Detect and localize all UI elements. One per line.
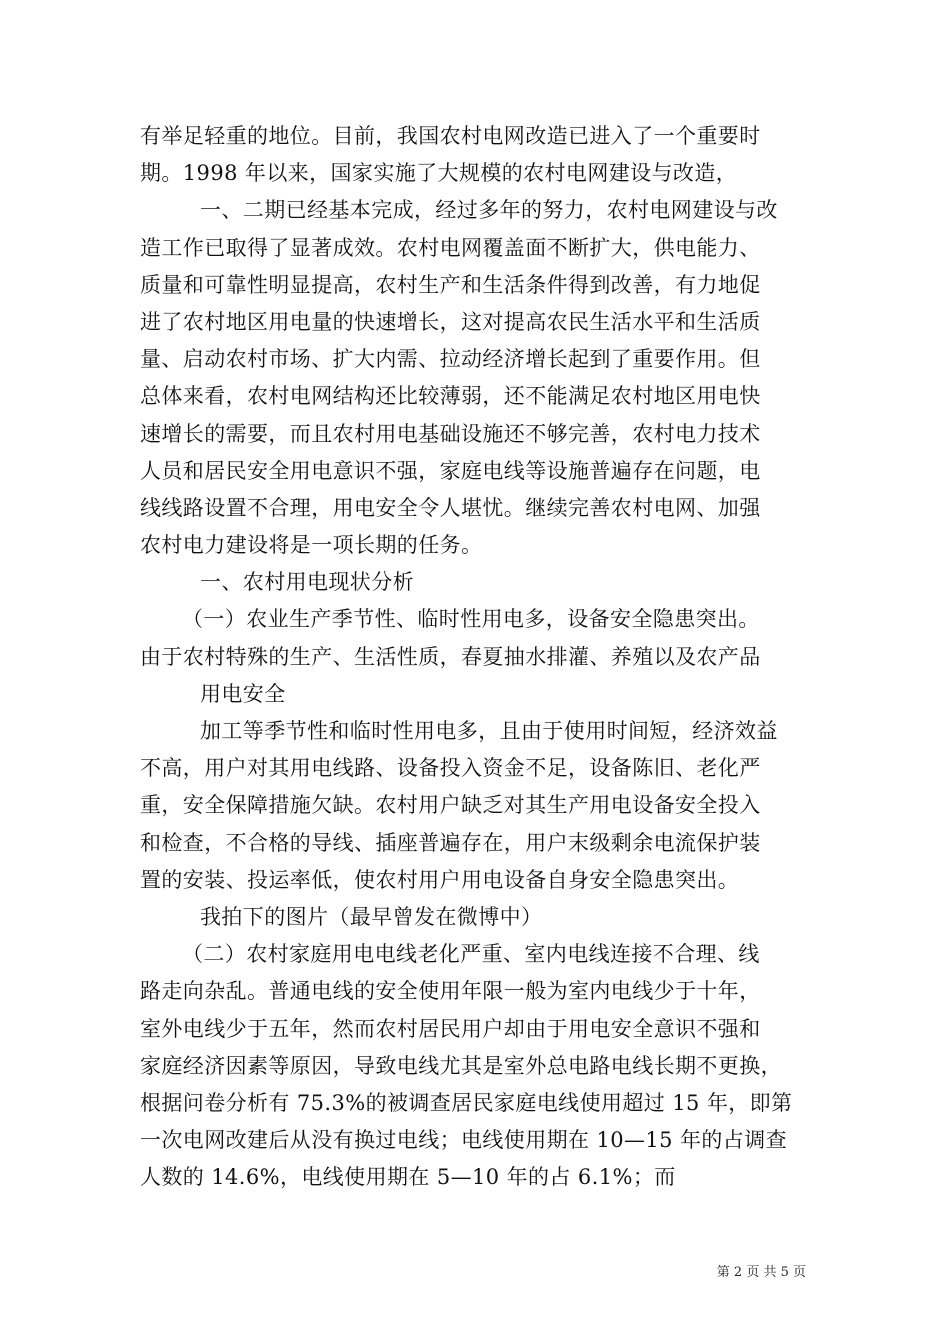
text-line: 造工作已取得了显著成效。农村电网覆盖面不断扩大，供电能力、 (140, 235, 761, 260)
image-caption: 我拍下的图片（最早曾发在微博中） (200, 904, 543, 929)
inline-heading: 用电安全 (200, 681, 286, 706)
text-line: 重，安全保障措施欠缺。农村用户缺乏对其生产用电设备安全投入 (140, 793, 761, 818)
text-line: 家庭经济因素等原因，导致电线尤其是室外总电路电线长期不更换， (140, 1053, 782, 1078)
text-line: 总体来看，农村电网结构还比较薄弱，还不能满足农村地区用电快 (140, 384, 761, 409)
text-line: 期。1998 年以来，国家实施了大规模的农村电网建设与改造， (140, 161, 738, 186)
text-line: 由于农村特殊的生产、生活性质，春夏抽水排灌、养殖以及农产品 (140, 644, 761, 669)
text-line: 室外电线少于五年，然而农村居民用户却由于用电安全意识不强和 (140, 1016, 761, 1041)
text-line: 和检查，不合格的导线、插座普遍存在，用户末级剩余电流保护装 (140, 830, 761, 855)
text-line: 一次电网改建后从没有换过电线；电线使用期在 10—15 年的占调查 (140, 1128, 787, 1153)
page-number: 第 2 页 共 5 页 (716, 1265, 806, 1280)
text-line: 速增长的需要，而且农村用电基础设施还不够完善，农村电力技术 (140, 421, 761, 446)
subsection-heading: （一）农业生产季节性、临时性用电多，设备安全隐患突出。 (182, 607, 760, 632)
text-line: 有举足轻重的地位。目前，我国农村电网改造已进入了一个重要时 (140, 124, 761, 148)
subsection-heading: （二）农村家庭用电电线老化严重、室内电线连接不合理、线 (182, 942, 760, 967)
text-line: 农村电力建设将是一项长期的任务。 (140, 533, 483, 558)
text-line: 路走向杂乱。普通电线的安全使用年限一般为室内电线少于十年， (140, 979, 761, 1004)
text-line: 置的安装、投运率低，使农村用户用电设备自身安全隐患突出。 (140, 867, 740, 892)
text-line: 人数的 14.6%，电线使用期在 5—10 年的占 6.1%；而 (140, 1165, 676, 1190)
text-line: 人员和居民安全用电意识不强，家庭电线等设施普遍存在问题，电 (140, 458, 761, 483)
text-line: 根据问卷分析有 75.3%的被调查居民家庭电线使用超过 15 年，即第 (140, 1090, 793, 1115)
section-heading: 一、农村用电现状分析 (200, 570, 414, 595)
text-line: 不高，用户对其用电线路、设备投入资金不足，设备陈旧、老化严 (140, 756, 761, 781)
body-text (140, 118, 820, 1196)
text-line: 进了农村地区用电量的快速增长，这对提高农民生活水平和生活质 (140, 309, 761, 334)
text-line: 加工等季节性和临时性用电多，且由于使用时间短，经济效益 (200, 719, 778, 743)
text-line: 质量和可靠性明显提高，农村生产和生活条件得到改善，有力地促 (140, 272, 761, 297)
text-line: 一、二期已经基本完成，经过多年的努力，农村电网建设与改 (200, 198, 778, 223)
text-line: 线线路设置不合理，用电安全令人堪忧。继续完善农村电网、加强 (140, 495, 761, 520)
text-line: 量、启动农村市场、扩大内需、拉动经济增长起到了重要作用。但 (140, 347, 761, 372)
